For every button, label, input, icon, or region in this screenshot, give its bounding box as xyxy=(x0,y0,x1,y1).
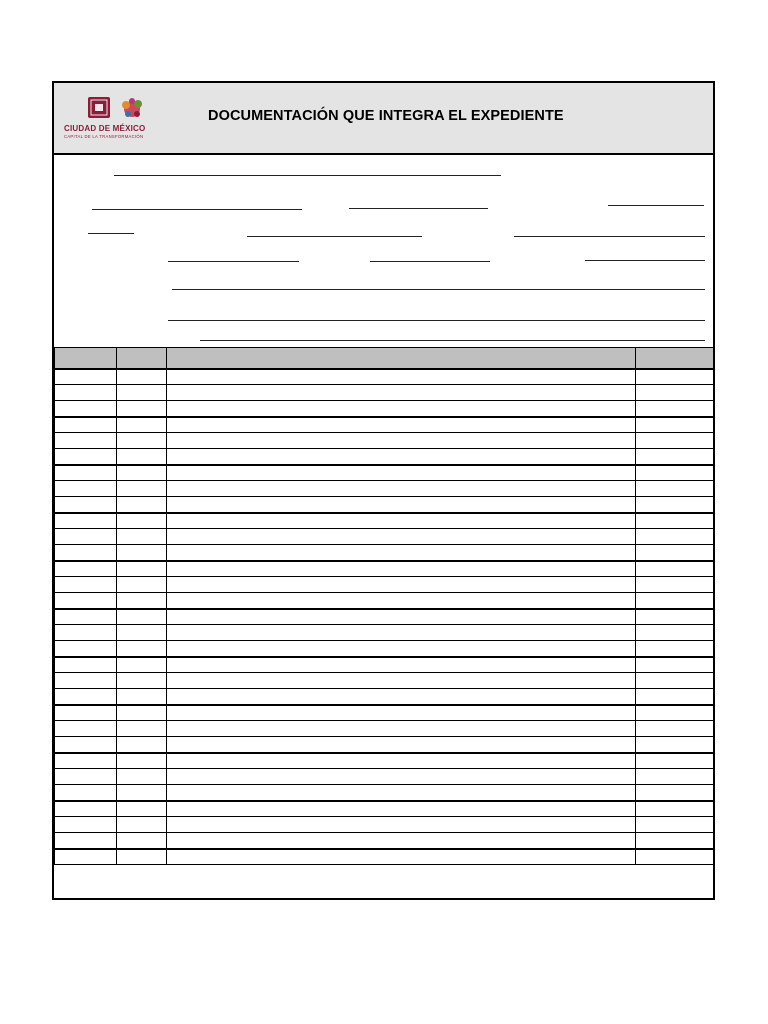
table-cell[interactable] xyxy=(636,401,714,417)
table-cell[interactable] xyxy=(117,561,167,577)
table-cell[interactable] xyxy=(55,769,117,785)
table-cell[interactable] xyxy=(55,529,117,545)
table-cell[interactable] xyxy=(167,577,636,593)
table-cell[interactable] xyxy=(636,833,714,849)
table-cell[interactable] xyxy=(117,481,167,497)
table-cell[interactable] xyxy=(55,641,117,657)
table-cell[interactable] xyxy=(117,785,167,801)
table-cell[interactable] xyxy=(55,609,117,625)
table-row xyxy=(55,449,714,465)
table-cell[interactable] xyxy=(167,833,636,849)
table-cell[interactable] xyxy=(636,625,714,641)
table-cell[interactable] xyxy=(117,417,167,433)
table-row xyxy=(55,801,714,817)
table-cell[interactable] xyxy=(117,737,167,753)
table-cell[interactable] xyxy=(117,641,167,657)
form-line[interactable] xyxy=(349,208,488,209)
table-cell[interactable] xyxy=(167,561,636,577)
table-cell[interactable] xyxy=(117,529,167,545)
table-cell[interactable] xyxy=(167,609,636,625)
table-cell[interactable] xyxy=(636,641,714,657)
table-row xyxy=(55,833,714,849)
form-line[interactable] xyxy=(92,209,302,210)
table-cell[interactable] xyxy=(167,849,636,865)
table-cell[interactable] xyxy=(55,513,117,529)
table-row xyxy=(55,609,714,625)
table-cell[interactable] xyxy=(55,849,117,865)
form-line[interactable] xyxy=(370,261,490,262)
table-row xyxy=(55,561,714,577)
form-line[interactable] xyxy=(585,260,705,261)
table-cell[interactable] xyxy=(117,369,167,385)
table-cell[interactable] xyxy=(117,689,167,705)
table-cell[interactable] xyxy=(636,577,714,593)
table-cell[interactable] xyxy=(636,433,714,449)
table-cell[interactable] xyxy=(167,769,636,785)
form-line[interactable] xyxy=(200,340,705,341)
table-row xyxy=(55,433,714,449)
logo-wordmark: CIUDAD DE MÉXICO xyxy=(64,124,146,133)
table-cell[interactable] xyxy=(167,721,636,737)
table-cell[interactable] xyxy=(636,817,714,833)
table-cell[interactable] xyxy=(117,769,167,785)
table-cell[interactable] xyxy=(636,769,714,785)
table-cell[interactable] xyxy=(117,593,167,609)
table-cell[interactable] xyxy=(55,593,117,609)
table-row xyxy=(55,689,714,705)
form-line[interactable] xyxy=(88,233,134,234)
table-cell[interactable] xyxy=(167,481,636,497)
table-cell[interactable] xyxy=(167,529,636,545)
table-cell[interactable] xyxy=(167,545,636,561)
table-cell[interactable] xyxy=(55,801,117,817)
table-row xyxy=(55,593,714,609)
table-cell[interactable] xyxy=(117,801,167,817)
table-cell[interactable] xyxy=(636,801,714,817)
table-row xyxy=(55,657,714,673)
form-line[interactable] xyxy=(114,175,501,176)
column-header xyxy=(167,348,636,369)
table-cell[interactable] xyxy=(55,561,117,577)
table-cell[interactable] xyxy=(167,465,636,481)
table-cell[interactable] xyxy=(636,465,714,481)
document-title: DOCUMENTACIÓN QUE INTEGRA EL EXPEDIENTE xyxy=(208,108,564,124)
table-cell[interactable] xyxy=(117,513,167,529)
table-cell[interactable] xyxy=(55,817,117,833)
table-cell[interactable] xyxy=(167,705,636,721)
table-cell[interactable] xyxy=(636,849,714,865)
column-header xyxy=(117,348,167,369)
table-cell[interactable] xyxy=(55,497,117,513)
table-cell[interactable] xyxy=(167,497,636,513)
table-row xyxy=(55,785,714,801)
table-cell[interactable] xyxy=(117,545,167,561)
cdmx-emblem-icon xyxy=(62,95,174,125)
table-row xyxy=(55,641,714,657)
table-row xyxy=(55,417,714,433)
form-line[interactable] xyxy=(168,261,299,262)
table-cell[interactable] xyxy=(167,593,636,609)
table-cell[interactable] xyxy=(55,673,117,689)
logo-tagline: CAPITAL DE LA TRANSFORMACIÓN xyxy=(64,134,144,139)
table-cell[interactable] xyxy=(55,401,117,417)
table-cell[interactable] xyxy=(117,449,167,465)
table-cell[interactable] xyxy=(636,545,714,561)
table-row xyxy=(55,465,714,481)
table-cell[interactable] xyxy=(636,593,714,609)
table-cell[interactable] xyxy=(117,577,167,593)
table-cell[interactable] xyxy=(167,801,636,817)
table-row xyxy=(55,497,714,513)
table-row xyxy=(55,369,714,385)
table-cell[interactable] xyxy=(636,561,714,577)
table-cell[interactable] xyxy=(55,657,117,673)
table-cell[interactable] xyxy=(636,609,714,625)
table-row xyxy=(55,753,714,769)
form-line[interactable] xyxy=(247,236,422,237)
table-cell[interactable] xyxy=(167,657,636,673)
table-cell[interactable] xyxy=(167,449,636,465)
table-cell[interactable] xyxy=(55,481,117,497)
table-cell[interactable] xyxy=(167,753,636,769)
table-row xyxy=(55,849,714,865)
table-cell[interactable] xyxy=(167,689,636,705)
table-header-row xyxy=(55,348,714,369)
table-cell[interactable] xyxy=(167,625,636,641)
table-cell[interactable] xyxy=(636,449,714,465)
table-row xyxy=(55,545,714,561)
table-row xyxy=(55,673,714,689)
table-cell[interactable] xyxy=(636,417,714,433)
table-cell[interactable] xyxy=(55,753,117,769)
table-cell[interactable] xyxy=(167,369,636,385)
table-cell[interactable] xyxy=(167,641,636,657)
table-cell[interactable] xyxy=(55,785,117,801)
table-cell[interactable] xyxy=(55,433,117,449)
document-sheet xyxy=(52,81,715,900)
table-cell[interactable] xyxy=(636,497,714,513)
form-line[interactable] xyxy=(608,205,704,206)
table-cell[interactable] xyxy=(55,417,117,433)
table-cell[interactable] xyxy=(117,625,167,641)
table-cell[interactable] xyxy=(117,833,167,849)
table-cell[interactable] xyxy=(636,481,714,497)
table-cell[interactable] xyxy=(636,673,714,689)
table-cell[interactable] xyxy=(167,817,636,833)
table-row xyxy=(55,625,714,641)
table-row xyxy=(55,769,714,785)
table-cell[interactable] xyxy=(55,833,117,849)
table-cell[interactable] xyxy=(55,721,117,737)
table-cell[interactable] xyxy=(55,625,117,641)
form-line[interactable] xyxy=(514,236,705,237)
table-cell[interactable] xyxy=(117,657,167,673)
table-cell[interactable] xyxy=(117,433,167,449)
table-row xyxy=(55,577,714,593)
table-cell[interactable] xyxy=(636,385,714,401)
table-cell[interactable] xyxy=(167,433,636,449)
table-cell[interactable] xyxy=(167,785,636,801)
table-cell[interactable] xyxy=(167,737,636,753)
table-cell[interactable] xyxy=(117,753,167,769)
table-cell[interactable] xyxy=(117,705,167,721)
table-cell[interactable] xyxy=(117,497,167,513)
table-cell[interactable] xyxy=(117,817,167,833)
table-cell[interactable] xyxy=(636,785,714,801)
table-row xyxy=(55,529,714,545)
table-cell[interactable] xyxy=(636,529,714,545)
table-row xyxy=(55,513,714,529)
table-cell[interactable] xyxy=(117,849,167,865)
form-line[interactable] xyxy=(168,320,705,321)
table-cell[interactable] xyxy=(55,737,117,753)
table-row xyxy=(55,481,714,497)
table-cell[interactable] xyxy=(117,401,167,417)
table-cell[interactable] xyxy=(636,657,714,673)
table-cell[interactable] xyxy=(117,465,167,481)
table-cell[interactable] xyxy=(636,721,714,737)
table-cell[interactable] xyxy=(55,385,117,401)
cdmx-logo xyxy=(62,95,174,141)
table-row xyxy=(55,401,714,417)
column-header xyxy=(636,348,714,369)
table-row xyxy=(55,705,714,721)
form-line[interactable] xyxy=(172,289,705,290)
document-header xyxy=(54,83,713,155)
table-cell[interactable] xyxy=(55,577,117,593)
table-cell[interactable] xyxy=(636,369,714,385)
table-cell[interactable] xyxy=(636,513,714,529)
table-row xyxy=(55,737,714,753)
table-row xyxy=(55,817,714,833)
table-cell[interactable] xyxy=(55,465,117,481)
table-cell[interactable] xyxy=(117,673,167,689)
table-cell[interactable] xyxy=(55,369,117,385)
table-cell[interactable] xyxy=(167,385,636,401)
table-row xyxy=(55,385,714,401)
table-cell[interactable] xyxy=(636,705,714,721)
table-cell[interactable] xyxy=(167,401,636,417)
table-cell[interactable] xyxy=(55,705,117,721)
documents-table xyxy=(54,347,714,865)
table-cell[interactable] xyxy=(167,513,636,529)
table-cell[interactable] xyxy=(55,449,117,465)
table-cell[interactable] xyxy=(167,673,636,689)
table-cell[interactable] xyxy=(636,689,714,705)
table-cell[interactable] xyxy=(167,417,636,433)
table-row xyxy=(55,721,714,737)
table-cell[interactable] xyxy=(636,753,714,769)
table-cell[interactable] xyxy=(117,609,167,625)
table-cell[interactable] xyxy=(117,385,167,401)
table-cell[interactable] xyxy=(636,737,714,753)
table-cell[interactable] xyxy=(55,689,117,705)
table-cell[interactable] xyxy=(117,721,167,737)
column-header xyxy=(55,348,117,369)
table-cell[interactable] xyxy=(55,545,117,561)
